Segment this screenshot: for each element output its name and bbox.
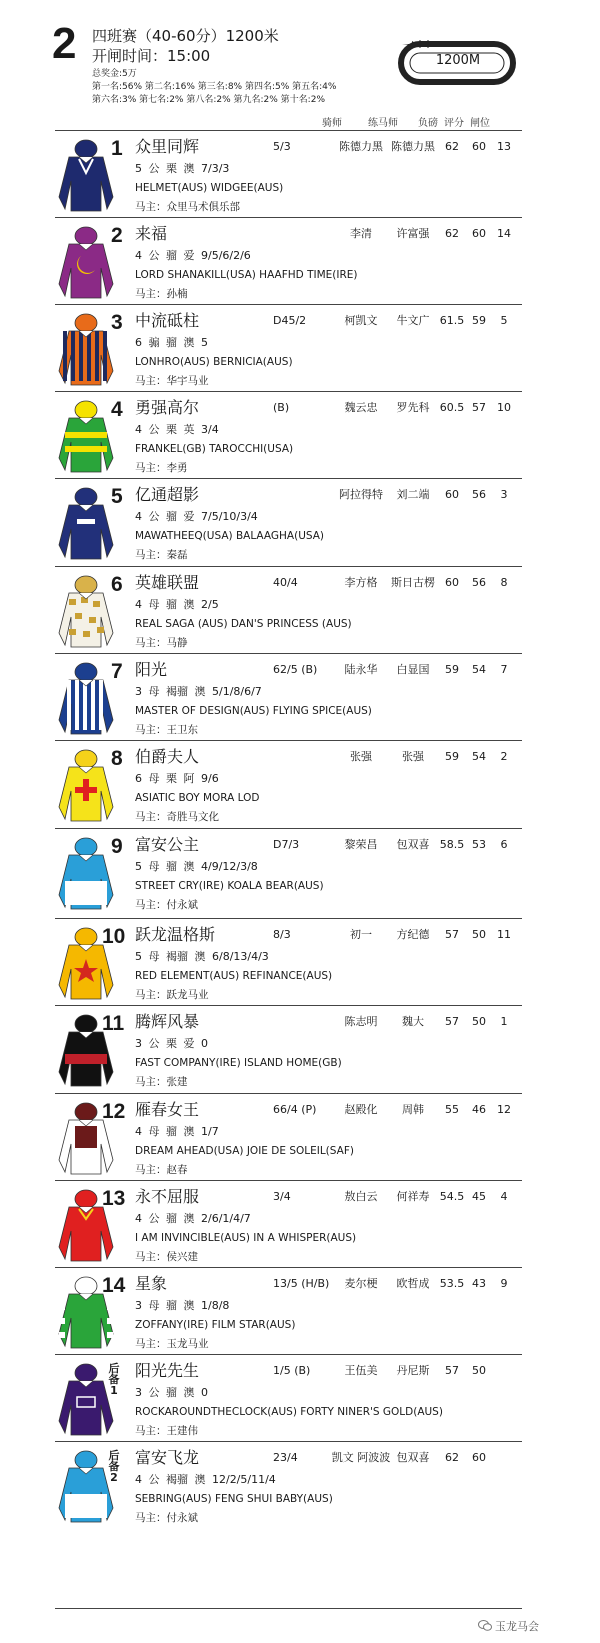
horse-name: 永不屈服 <box>135 1187 200 1206</box>
odds: (B) <box>273 401 290 414</box>
horse-info: 3 母 骝 澳 1/8/8 <box>135 1299 230 1312</box>
draw: 14 <box>497 227 511 240</box>
trainer-name: 白显国 <box>396 663 430 676</box>
jockey-name: 陆永华 <box>344 663 378 676</box>
jockey-name: 张强 <box>350 750 372 763</box>
horse-name: 英雄联盟 <box>135 573 200 592</box>
owner: 马主：玉龙马业 <box>135 1338 209 1350</box>
distance-label: 1200M <box>435 53 481 68</box>
horse-name: 阳光 <box>135 660 168 679</box>
jockey-silks-icon <box>55 311 117 387</box>
pedigree: REAL SAGA (AUS) DAN'S PRINCESS (AUS) <box>135 618 352 630</box>
race-header <box>0 0 600 130</box>
runner-row <box>55 1354 522 1441</box>
owner: 马主：众里马术俱乐部 <box>135 201 240 213</box>
prize-split-2: 第六名:3% 第七名:2% 第八名:2% 第九名:2% 第十名:2% <box>92 95 325 105</box>
weight: 62 <box>445 1451 459 1464</box>
owner: 马主：孙楠 <box>135 288 188 300</box>
weight: 57 <box>445 928 459 941</box>
trainer-name: 斯日古楞 <box>391 576 435 589</box>
weight: 58.5 <box>439 838 465 851</box>
runner-row <box>55 1441 522 1528</box>
trainer-name: 牛文广 <box>396 314 430 327</box>
owner: 马主：李勇 <box>135 462 188 474</box>
rating: 60 <box>472 227 486 240</box>
rating: 60 <box>472 140 486 153</box>
trainer-name: 陈德力黑 <box>391 140 435 153</box>
runner-number: 13 <box>102 1187 126 1210</box>
trainer-name: 张强 <box>402 750 424 763</box>
horse-name: 伯爵夫人 <box>135 747 200 766</box>
col-draw: 闸位 <box>470 118 490 129</box>
horse-info: 3 公 栗 爱 0 <box>135 1037 208 1050</box>
horse-info: 6 母 栗 阿 9/6 <box>135 772 219 785</box>
trainer-name: 包双喜 <box>396 838 430 851</box>
pedigree: STREET CRY(IRE) KOALA BEAR(AUS) <box>135 880 324 892</box>
trainer-name: 刘二端 <box>396 488 430 501</box>
pedigree: FAST COMPANY(IRE) ISLAND HOME(GB) <box>135 1057 342 1069</box>
draw: 6 <box>500 838 508 851</box>
jockey-silks-icon <box>55 747 117 823</box>
prize-split-1: 第一名:56% 第二名:16% 第三名:8% 第四名:5% 第五名:4% <box>92 82 337 92</box>
rating: 57 <box>472 401 486 414</box>
col-jockey: 骑师 <box>322 118 342 129</box>
odds: 40/4 <box>273 576 298 589</box>
pedigree: ASIATIC BOY MORA LOD <box>135 792 260 804</box>
jockey-name: 凯文 阿波波 <box>331 1451 391 1464</box>
horse-name: 众里同辉 <box>135 137 200 156</box>
draw: 9 <box>500 1277 508 1290</box>
reserve-number: 后 备 2 <box>108 1449 120 1484</box>
weight: 53.5 <box>439 1277 465 1290</box>
horse-name: 星象 <box>135 1274 168 1293</box>
rating: 53 <box>472 838 486 851</box>
col-trainer: 练马师 <box>368 118 398 129</box>
trainer-name: 丹尼斯 <box>396 1364 430 1377</box>
draw: 12 <box>497 1103 511 1116</box>
draw: 13 <box>497 140 511 153</box>
jockey-name: 王伍美 <box>344 1364 378 1377</box>
horse-info: 4 公 褐骝 澳 12/2/5/11/4 <box>135 1473 276 1486</box>
owner: 马主：王卫东 <box>135 724 198 736</box>
trainer-name: 周韩 <box>402 1103 424 1116</box>
owner: 马主：奇胜马文化 <box>135 811 219 823</box>
weight: 57 <box>445 1015 459 1028</box>
runner-row <box>55 1005 522 1093</box>
weight: 54.5 <box>439 1190 465 1203</box>
col-rating: 评分 <box>444 118 464 129</box>
runner-number: 10 <box>102 925 126 948</box>
trainer-name: 魏大 <box>402 1015 424 1028</box>
horse-info: 4 公 骝 爱 9/5/6/2/6 <box>135 249 251 262</box>
draw: 8 <box>500 576 508 589</box>
horse-info: 3 公 骝 澳 0 <box>135 1386 208 1399</box>
jockey-name: 黎荣昌 <box>344 838 378 851</box>
runner-number: 11 <box>102 1012 125 1035</box>
runner-number: 14 <box>102 1274 126 1297</box>
horse-name: 富安公主 <box>135 835 200 854</box>
jockey-name: 阿拉得特 <box>339 488 383 501</box>
horse-info: 4 母 骝 澳 2/5 <box>135 598 219 611</box>
odds: D7/3 <box>273 838 300 851</box>
jockey-silks-icon <box>55 137 117 213</box>
odds: 3/4 <box>273 1190 291 1203</box>
odds: 8/3 <box>273 928 291 941</box>
horse-info: 6 骟 骝 澳 5 <box>135 336 208 349</box>
rating: 59 <box>472 314 486 327</box>
runner-row <box>55 478 522 566</box>
horse-name: 亿通超影 <box>135 485 200 504</box>
pedigree: LORD SHANAKILL(USA) HAAFHD TIME(IRE) <box>135 269 358 281</box>
runner-row <box>55 391 522 478</box>
rating: 43 <box>472 1277 486 1290</box>
runner-number: 8 <box>111 747 123 770</box>
rating: 56 <box>472 576 486 589</box>
rating: 56 <box>472 488 486 501</box>
odds: 23/4 <box>273 1451 298 1464</box>
runner-number: 7 <box>111 660 123 683</box>
pedigree: MAWATHEEQ(USA) BALAAGHA(USA) <box>135 530 325 542</box>
runner-row <box>55 217 522 304</box>
jockey-name: 赵殿化 <box>344 1103 378 1116</box>
runner-number: 6 <box>111 573 123 596</box>
pedigree: I AM INVINCIBLE(AUS) IN A WHISPER(AUS) <box>135 1232 357 1244</box>
draw: 1 <box>500 1015 508 1028</box>
wechat-icon <box>478 1620 492 1631</box>
runner-number: 9 <box>111 835 123 858</box>
horse-name: 勇强高尔 <box>135 398 200 417</box>
jockey-silks-icon <box>55 573 117 649</box>
odds: D45/2 <box>273 314 307 327</box>
owner: 马主：侯兴建 <box>135 1251 198 1263</box>
jockey-name: 敖白云 <box>344 1190 378 1203</box>
rating: 50 <box>472 928 486 941</box>
trainer-name: 方纪德 <box>396 928 430 941</box>
owner: 马主：王建伟 <box>135 1425 198 1437</box>
trainer-name: 何祥寿 <box>396 1190 430 1203</box>
odds: 62/5 (B) <box>273 663 318 676</box>
weight: 59 <box>445 663 459 676</box>
horse-info: 4 公 骝 爱 7/5/10/3/4 <box>135 510 258 523</box>
runner-row <box>55 828 522 918</box>
draw: 3 <box>500 488 508 501</box>
pedigree: HELMET(AUS) WIDGEE(AUS) <box>135 182 284 194</box>
owner: 马主：张建 <box>135 1076 188 1088</box>
draw: 7 <box>500 663 508 676</box>
jockey-name: 李清 <box>350 227 372 240</box>
runner-number: 5 <box>111 485 123 508</box>
weight: 57 <box>445 1364 459 1377</box>
draw: 4 <box>500 1190 508 1203</box>
runner-number: 4 <box>111 398 123 421</box>
owner: 马主：跃龙马业 <box>135 989 209 1001</box>
rating: 54 <box>472 750 486 763</box>
pedigree: DREAM AHEAD(USA) JOIE DE SOLEIL(SAF) <box>135 1145 354 1157</box>
trainer-name: 许富强 <box>396 227 430 240</box>
weight: 61.5 <box>439 314 465 327</box>
draw: 2 <box>500 750 508 763</box>
trainer-name: 欧哲成 <box>396 1277 430 1290</box>
rating: 50 <box>472 1015 486 1028</box>
jockey-name: 陈志明 <box>344 1015 378 1028</box>
runner-number: 2 <box>111 224 123 247</box>
jockey-name: 陈德力黑 <box>339 140 383 153</box>
draw: 10 <box>497 401 511 414</box>
rating: 60 <box>472 1451 486 1464</box>
weight: 55 <box>445 1103 459 1116</box>
horse-info: 5 公 栗 澳 7/3/3 <box>135 162 230 175</box>
jockey-name: 柯凯文 <box>344 314 378 327</box>
col-weight: 负磅 <box>418 118 438 129</box>
owner: 马主：付永斌 <box>135 899 198 911</box>
owner: 马主：华宇马业 <box>135 375 209 387</box>
runner-row <box>55 130 522 217</box>
runner-row <box>55 918 522 1005</box>
runner-row <box>55 1180 522 1267</box>
weight: 60.5 <box>439 401 465 414</box>
odds: 5/3 <box>273 140 291 153</box>
weight: 62 <box>445 227 459 240</box>
horse-name: 雁春女王 <box>135 1100 200 1119</box>
race-title: 四班赛（40-60分）1200米 <box>92 27 279 45</box>
trainer-name: 罗先科 <box>396 401 430 414</box>
horse-info: 4 公 栗 英 3/4 <box>135 423 219 436</box>
draw: 5 <box>500 314 508 327</box>
watermark-text: 玉龙马会 <box>495 1620 539 1633</box>
pedigree: SEBRING(AUS) FENG SHUI BABY(AUS) <box>135 1493 333 1505</box>
jockey-silks-icon <box>55 224 117 300</box>
watermark <box>478 1620 539 1634</box>
rating: 46 <box>472 1103 486 1116</box>
horse-name: 腾辉风暴 <box>135 1012 200 1031</box>
weight: 59 <box>445 750 459 763</box>
jockey-silks-icon <box>55 485 117 561</box>
runner-row <box>55 1267 522 1354</box>
runner-number: 1 <box>111 137 123 160</box>
jockey-silks-icon <box>55 398 117 474</box>
jockey-name: 魏云忠 <box>344 401 378 414</box>
reserve-number: 后 备 1 <box>108 1362 120 1397</box>
trainer-name: 包双喜 <box>396 1451 430 1464</box>
weight: 60 <box>445 576 459 589</box>
runner-row <box>55 566 522 653</box>
jockey-silks-icon <box>55 835 117 911</box>
weight: 60 <box>445 488 459 501</box>
jockey-name: 李方格 <box>344 576 378 589</box>
pedigree: LONHRO(AUS) BERNICIA(AUS) <box>135 356 293 368</box>
horse-name: 来福 <box>135 224 168 243</box>
owner: 马主：付永斌 <box>135 1512 198 1524</box>
horse-info: 4 公 骝 澳 2/6/1/4/7 <box>135 1212 251 1225</box>
runner-row <box>55 304 522 391</box>
pedigree: FRANKEL(GB) TAROCCHI(USA) <box>135 443 294 455</box>
horse-name: 富安飞龙 <box>135 1448 200 1467</box>
horse-info: 3 母 褐骝 澳 5/1/8/6/7 <box>135 685 262 698</box>
runner-number: 3 <box>111 311 123 334</box>
pedigree: RED ELEMENT(AUS) REFINANCE(AUS) <box>135 970 333 982</box>
odds: 1/5 (B) <box>273 1364 311 1377</box>
horse-name: 阳光先生 <box>135 1361 200 1380</box>
owner: 马主：秦磊 <box>135 549 188 561</box>
rating: 54 <box>472 663 486 676</box>
owner: 马主：马静 <box>135 637 188 649</box>
horse-name: 跃龙温格斯 <box>135 925 216 944</box>
runner-row <box>55 740 522 828</box>
pedigree: MASTER OF DESIGN(AUS) FLYING SPICE(AUS) <box>135 705 372 717</box>
bottom-divider <box>55 1608 522 1609</box>
jockey-name: 初一 <box>350 928 372 941</box>
horse-info: 4 母 骝 澳 1/7 <box>135 1125 219 1138</box>
owner: 马主：赵春 <box>135 1164 188 1176</box>
horse-name: 中流砥柱 <box>135 311 200 330</box>
rating: 50 <box>472 1364 486 1377</box>
pedigree: ROCKAROUNDTHECLOCK(AUS) FORTY NINER'S GOLD(AUS) <box>135 1406 443 1418</box>
jockey-silks-icon <box>55 660 117 736</box>
weight: 62 <box>445 140 459 153</box>
jockey-name: 麦尔梗 <box>344 1277 378 1290</box>
odds: 66/4 (P) <box>273 1103 317 1116</box>
horse-info: 5 母 骝 澳 4/9/12/3/8 <box>135 860 258 873</box>
runner-number: 12 <box>102 1100 126 1123</box>
runner-row <box>55 1093 522 1180</box>
pedigree: ZOFFANY(IRE) FILM STAR(AUS) <box>135 1319 296 1331</box>
race-number: 2 <box>52 19 77 68</box>
draw: 11 <box>497 928 511 941</box>
horse-info: 5 母 褐骝 澳 6/8/13/4/3 <box>135 950 269 963</box>
odds: 13/5 (H/B) <box>273 1277 330 1290</box>
runner-row <box>55 653 522 740</box>
total-prize: 总奖金:5万 <box>92 69 137 79</box>
race-start-time: 开闸时间：15:00 <box>92 47 211 65</box>
rating: 45 <box>472 1190 486 1203</box>
